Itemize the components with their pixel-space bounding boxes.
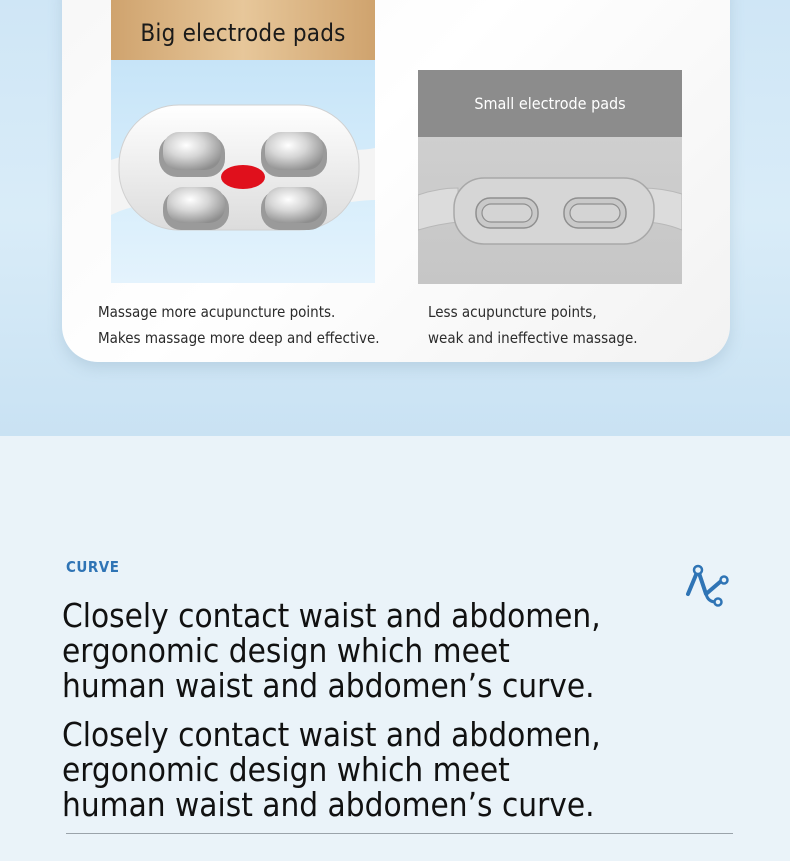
small-pads-title: Small electrode pads [474, 94, 626, 113]
big-pads-title: Big electrode pads [140, 19, 346, 47]
big-pads-caption-line: Massage more acupuncture points. [98, 303, 336, 321]
feature-paragraph [62, 598, 702, 703]
feature-label: CURVE [66, 558, 120, 576]
feature-paragraph-line: human waist and abdomen’s curve. [62, 666, 595, 705]
small-pads-panel [418, 70, 682, 284]
small-pads-caption [428, 299, 638, 351]
feature-paragraph-line: human waist and abdomen’s curve. [62, 785, 595, 824]
section-divider [66, 833, 733, 834]
small-pads-header [418, 70, 682, 137]
feature-paragraph-line: Closely contact waist and abdomen, [62, 596, 601, 635]
electrode-pad [159, 132, 225, 177]
big-pads-caption [98, 299, 380, 351]
feature-paragraph-line: ergonomic design which meet [62, 750, 510, 789]
small-pads-caption-line: weak and ineffective massage. [428, 329, 638, 347]
big-electrode-device-image [111, 0, 375, 283]
big-pads-caption-line: Makes massage more deep and effective. [98, 329, 380, 347]
feature-paragraph-line: Closely contact waist and abdomen, [62, 715, 601, 754]
feature-paragraph-line: ergonomic design which meet [62, 631, 510, 670]
big-pads-panel [111, 0, 375, 283]
small-pads-caption-line: Less acupuncture points, [428, 303, 597, 321]
feature-paragraph [62, 717, 702, 822]
